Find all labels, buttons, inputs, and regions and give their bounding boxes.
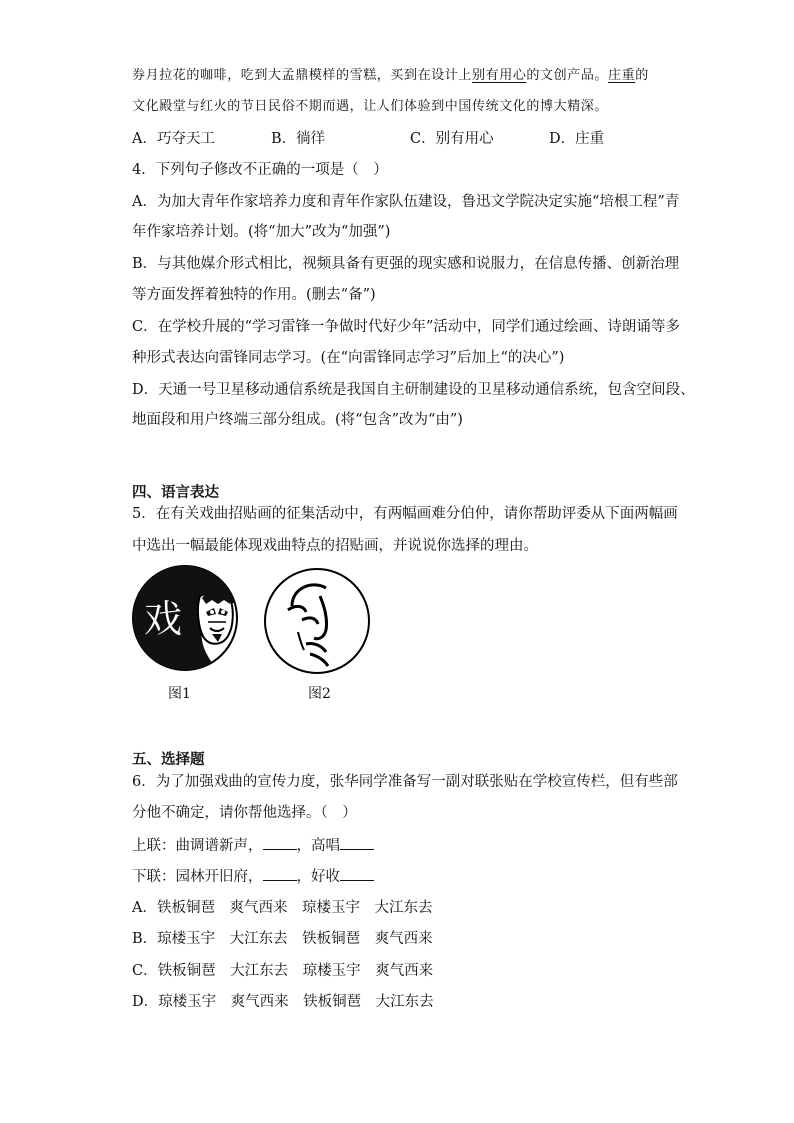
section-4-heading: 四、语言表达 <box>132 485 219 501</box>
couplet-lower-blank-2[interactable] <box>340 866 374 881</box>
q4-option-a-line-1[interactable]: A．为加大青年作家培养力度和青年作家队伍建设，鲁迅文学院决定实施“培根工程”青 <box>132 194 680 210</box>
q4-option-c-line-1[interactable]: C．在学校升展的“学习雷锋一争做时代好少年”活动中，同学们通过绘画、诗朗诵等多 <box>132 319 680 335</box>
q4-option-c-line-2[interactable]: 种形式表达向雷锋同志学习。(在“向雷锋同志学习”后加上“的决心”) <box>132 350 565 366</box>
q6-option-c[interactable]: C．铁板铜琶 大江东去 琼楼玉宇 爽气西来 <box>132 963 434 979</box>
q3-option-b[interactable]: B．徜徉 <box>271 131 326 147</box>
figure-2-face-sketch-image <box>262 566 372 676</box>
q4-option-a-line-2[interactable]: 年作家培养计划。(将“加大”改为“加强”) <box>132 224 391 240</box>
q3-text-line-1 <box>132 66 649 86</box>
couplet-upper-text-a: 上联：曲调谱新声， <box>132 838 263 854</box>
couplet-lower-blank-1[interactable] <box>263 866 297 881</box>
figure-1-opera-mask-image <box>130 562 240 674</box>
couplet-lower-text-b: ，好收 <box>296 869 340 885</box>
q3-line1-part-b: 的文创产品。 <box>526 68 609 83</box>
q5-line-1: 5．在有关戏曲招贴画的征集活动中，有两幅画难分伯仲，请你帮助评委从下面两幅画 <box>132 506 678 522</box>
q3-line1-part-a: 券月拉花的咖啡，吃到大孟鼎模样的雪糕，买到在设计上 <box>132 68 473 83</box>
section-5-heading: 五、选择题 <box>132 752 205 768</box>
q3-text-line-2: 文化殿堂与红火的节日民俗不期而遇，让人们体验到中国传统文化的博大精深。 <box>132 99 609 114</box>
couplet-lower <box>132 866 374 887</box>
couplet-upper-blank-1[interactable] <box>263 835 297 850</box>
q3-underlined-word-2: 庄重 <box>608 68 636 83</box>
q4-option-d-line-2[interactable]: 地面段和用户终端三部分组成。(将“包含”改为“由”) <box>132 412 463 428</box>
q6-option-d[interactable]: D．琼楼玉宇 爽气西来 铁板铜琶 大江东去 <box>132 994 434 1010</box>
q3-underlined-word-1: 别有用心 <box>472 68 527 83</box>
figure-1-character: 戏 <box>144 597 183 641</box>
q4-option-b-line-2[interactable]: 等方面发挥着独特的作用。(删去“备”) <box>132 287 376 303</box>
q4-option-b-line-1[interactable]: B．与其他媒介形式相比，视频具备有更强的现实感和说服力，在信息传播、创新治理 <box>132 256 680 272</box>
q3-line1-part-c: 的 <box>635 68 649 83</box>
q6-line-1: 6．为了加强戏曲的宣传力度，张华同学准备写一副对联张贴在学校宣传栏，但有些部 <box>132 774 678 790</box>
q6-option-a[interactable]: A．铁板铜琶 爽气西来 琼楼玉宇 大江东去 <box>132 900 433 916</box>
couplet-lower-text-a: 下联：园林开旧府， <box>132 869 263 885</box>
q3-option-d[interactable]: D．庄重 <box>549 131 605 147</box>
couplet-upper-text-b: ，高唱 <box>296 838 340 854</box>
q6-option-b[interactable]: B．琼楼玉宇 大江东去 铁板铜琶 爽气西来 <box>132 931 433 947</box>
q4-stem: 4．下列句子修改不正确的一项是（ ） <box>132 162 388 178</box>
couplet-upper-blank-2[interactable] <box>340 835 374 850</box>
couplet-upper <box>132 835 374 856</box>
q6-line-2: 分他不确定，请你帮他选择。（ ） <box>132 805 357 821</box>
q3-option-a[interactable]: A．巧夺天工 <box>132 131 215 147</box>
figure-1-caption: 图1 <box>168 686 191 702</box>
q3-option-c[interactable]: C．别有用心 <box>410 131 494 147</box>
figure-2-caption: 图2 <box>308 686 331 702</box>
q4-option-d-line-1[interactable]: D．天通一号卫星移动通信系统是我国自主研制建设的卫星移动通信系统，包含空间段、 <box>132 382 695 398</box>
q5-line-2: 中选出一幅最能体现戏曲特点的招贴画，并说说你选择的理由。 <box>132 538 538 554</box>
